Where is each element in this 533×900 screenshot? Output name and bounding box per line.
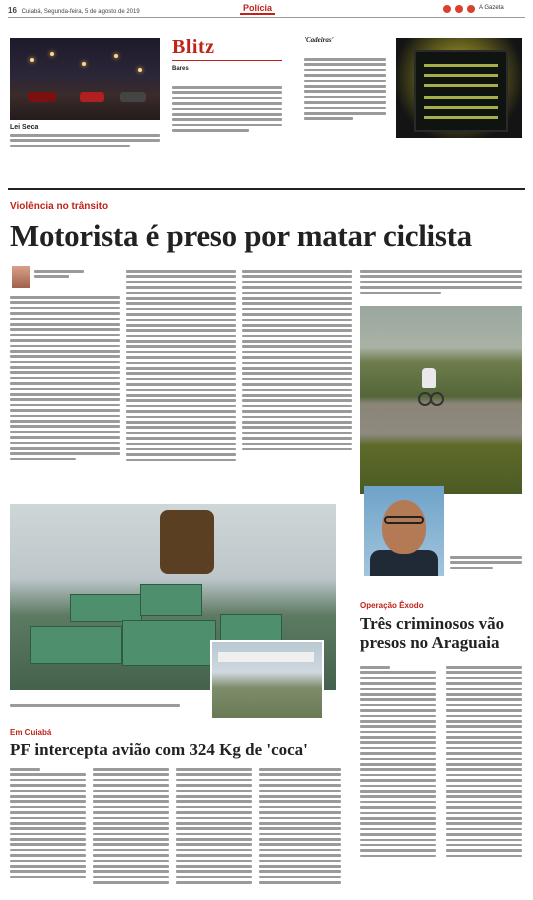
story2-headline: Três criminosos vão presos no Araguaia xyxy=(360,614,505,652)
author-photo xyxy=(12,266,30,288)
brand-name: A Gazeta xyxy=(479,5,504,11)
twitter-icon[interactable] xyxy=(455,5,463,13)
author-byline xyxy=(34,270,84,281)
main-column-2 xyxy=(126,270,236,464)
story2-column-2 xyxy=(446,666,522,860)
sidebar-text xyxy=(304,58,386,123)
main-headline: Motorista é preso por matar ciclista xyxy=(10,218,472,253)
blitz-text xyxy=(172,86,282,135)
story3-column-3 xyxy=(176,768,252,887)
story3-headline: PF intercepta avião com 324 Kg de 'coca' xyxy=(10,740,308,759)
facebook-icon[interactable] xyxy=(443,5,451,13)
story3-column-2 xyxy=(93,768,169,887)
header-rule xyxy=(8,17,525,18)
sidebar-kicker: 'Cadeiras' xyxy=(304,36,334,44)
blitz-photo xyxy=(396,38,522,138)
drug-caption xyxy=(10,704,180,709)
instagram-icon[interactable] xyxy=(467,5,475,13)
suspect-caption xyxy=(450,556,522,572)
section-divider xyxy=(8,188,525,190)
lei-seca-title: Lei Seca xyxy=(10,124,39,131)
section-title: Polícia xyxy=(240,3,275,15)
story2-column-1 xyxy=(360,666,436,860)
main-column-4 xyxy=(360,270,522,297)
suspect-photo xyxy=(364,486,444,576)
main-column-3 xyxy=(242,270,352,453)
story2-kicker: Operação Êxodo xyxy=(360,601,424,610)
story3-kicker: Em Cuiabá xyxy=(10,728,52,737)
blitz-rule xyxy=(172,60,282,61)
night-street-photo xyxy=(10,38,160,120)
airplane-photo xyxy=(210,640,324,720)
story3-column-1 xyxy=(10,768,86,881)
page-header xyxy=(8,6,140,15)
page-number: 16 xyxy=(8,6,17,15)
cyclist-photo xyxy=(360,306,522,494)
main-column-1 xyxy=(10,296,120,463)
blitz-subtitle: Bares xyxy=(172,66,189,72)
main-kicker: Violência no trânsito xyxy=(10,201,109,212)
page-date: Cuiabá, Segunda-feira, 5 de agosto de 2019 xyxy=(21,9,140,15)
blitz-title: Blitz xyxy=(172,36,215,58)
lei-seca-text xyxy=(10,134,160,150)
story3-column-4 xyxy=(259,768,341,887)
